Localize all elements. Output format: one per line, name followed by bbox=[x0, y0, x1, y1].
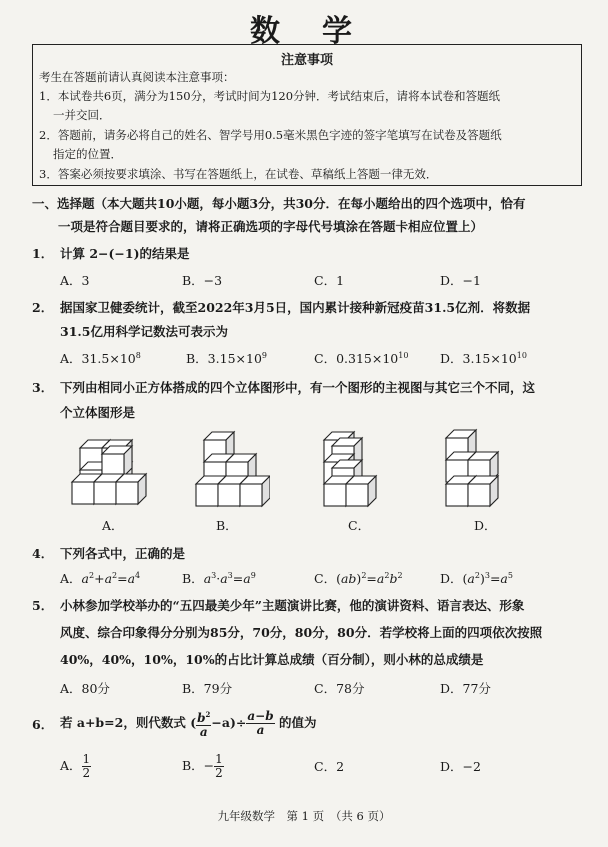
q5-number: 5． bbox=[32, 598, 54, 613]
q2-number: 2． bbox=[32, 300, 54, 315]
q2-option-d: D．$3.15\times 10^{10}$ bbox=[440, 350, 527, 366]
notice-heading: 注意事项 bbox=[280, 53, 333, 68]
q4-option-b: B．$a^3\cdot a^3=a^9$ bbox=[182, 570, 256, 586]
notice-item-2: 2．答题前，请务必将自己的姓名、智学号用0.5毫米黑色字迹的签字笔填写在试卷及答题纸 bbox=[39, 128, 502, 142]
notice-item-2-cont: 指定的位置． bbox=[53, 147, 122, 161]
q4-option-a: A．$a^2+a^2=a^4$ bbox=[60, 570, 141, 586]
q1-option-d: D．−1 bbox=[440, 273, 481, 288]
q6-option-c: C．2 bbox=[314, 759, 345, 774]
notice-item-3: 3．答案必须按要求填涂、书写在答题纸上，在试卷、草稿纸上答题一律无效． bbox=[39, 167, 438, 181]
q6-number: 6． bbox=[32, 717, 54, 732]
q1-option-b: B．−3 bbox=[182, 273, 223, 288]
notice-intro: 考生在答题前请认真阅读本注意事项： bbox=[39, 70, 235, 84]
q1-option-c: C．1 bbox=[314, 273, 345, 288]
q5-option-b: B．79分 bbox=[182, 681, 233, 696]
q6-option-b: B．− $\frac{1}{2}$ bbox=[182, 752, 223, 780]
figure-d-label: D． bbox=[474, 518, 497, 533]
section-heading-line-1: 一、选择题（本大题共10小题，每小题3分，共30分．在每小题给出的四个选项中，恰有 bbox=[32, 196, 526, 211]
q6-option-a: A． $\frac{1}{2}$ bbox=[60, 752, 91, 780]
q5-option-a: A．80分 bbox=[60, 681, 110, 696]
notice-item-1: 1．本试卷共6页，满分为150分，考试时间为120分钟．考试结束后，请将本试卷和答题纸 bbox=[39, 89, 501, 103]
q5-line-1: 小林参加学校举办的“五四最美少年”主题演讲比赛，他的演讲资料、语言表达、形象 bbox=[60, 598, 525, 613]
q2-option-b: B．$3.15\times 10^9$ bbox=[186, 350, 267, 366]
notice-box bbox=[32, 44, 582, 186]
q4-option-c: C．$(ab)^2=a^2b^2$ bbox=[314, 570, 403, 586]
q4-text: 下列各式中，正确的是 bbox=[60, 546, 186, 561]
figure-b bbox=[190, 428, 270, 512]
figure-c bbox=[318, 428, 398, 512]
q2-option-c: C．$0.315\times 10^{10}$ bbox=[314, 350, 409, 366]
figure-b-label: B． bbox=[216, 518, 238, 533]
q2-option-a: A．$31.5\times 10^8$ bbox=[60, 350, 141, 366]
q1-text: 计算 2−(−1)的结果是 bbox=[60, 246, 190, 261]
page-footer: 九年级数学 第 1 页 （共 6 页） bbox=[217, 809, 391, 823]
q1-number: 1． bbox=[32, 246, 54, 261]
figure-c-label: C． bbox=[348, 518, 371, 533]
q5-line-3: 40%，40%，10%，10%的占比计算总成绩（百分制），则小林的总成绩是 bbox=[60, 652, 484, 667]
q4-number: 4． bbox=[32, 546, 54, 561]
q3-line-1: 下列由相同小正方体搭成的四个立体图形中，有一个图形的主视图与其它三个不同，这 bbox=[60, 380, 536, 395]
q2-line-2: 31.5亿用科学记数法可表示为 bbox=[60, 324, 228, 339]
notice-item-1-cont: 一并交回． bbox=[53, 108, 111, 122]
q2-line-1: 据国家卫健委统计，截至2022年3月5日，国内累计接种新冠疫苗31.5亿剂．将数据 bbox=[60, 300, 531, 315]
q5-option-c: C．78分 bbox=[314, 681, 365, 696]
q5-option-d: D．77分 bbox=[440, 681, 491, 696]
figure-a-label: A． bbox=[102, 518, 124, 533]
q3-line-2: 个立体图形是 bbox=[60, 405, 136, 420]
q5-line-2: 风度、综合印象得分分别为85分，70分，80分，80分．若学校将上面的四项依次按照 bbox=[60, 625, 543, 640]
figure-d bbox=[436, 424, 516, 514]
q4-option-d: D．$(a^2)^3=a^5$ bbox=[440, 570, 513, 586]
q6-option-d: D．−2 bbox=[440, 759, 481, 774]
q6-text: 若 a+b=2，则代数式 ( $\frac{b^2}{a}$ −a)÷ $\frac{a-b}{a}$ 的值为 bbox=[60, 709, 317, 739]
q1-option-a: A．3 bbox=[60, 273, 90, 288]
q3-number: 3． bbox=[32, 380, 54, 395]
page-title: 数 学 bbox=[250, 14, 358, 49]
section-heading-line-2: 一项是符合题目要求的，请将正确选项的字母代号填涂在答题卡相应位置上） bbox=[58, 219, 484, 234]
figure-a bbox=[68, 428, 148, 512]
